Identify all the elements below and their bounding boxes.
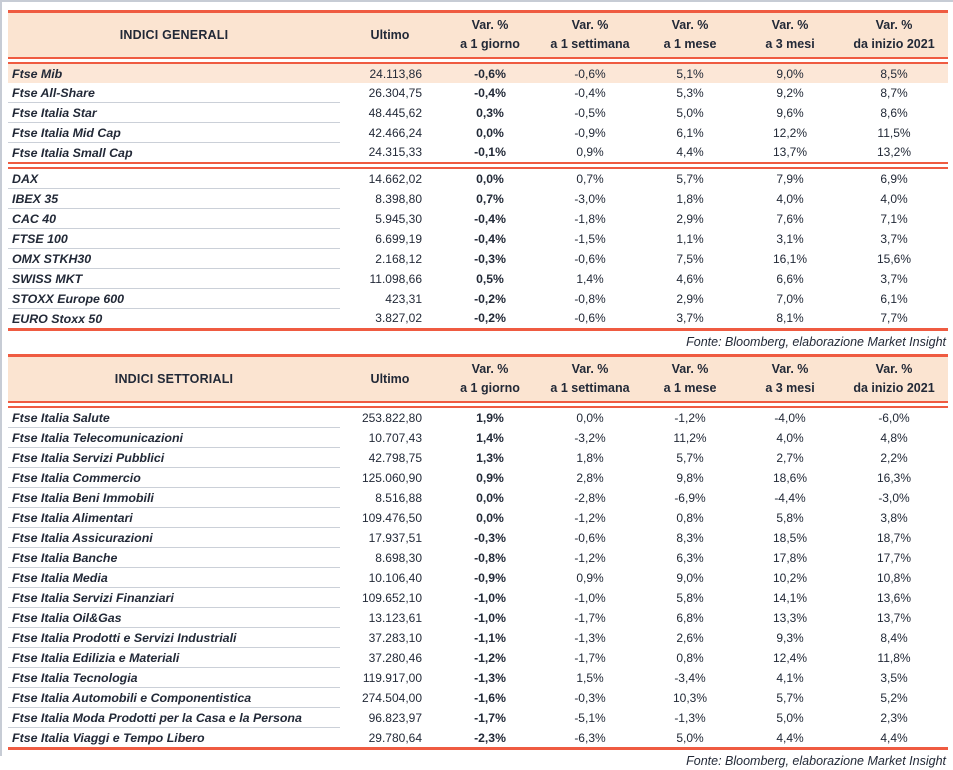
col-header-var-1settimana [540, 12, 640, 59]
table-row [8, 528, 948, 548]
pct-value: 3,7% [676, 311, 704, 326]
pct-value: 1,5% [576, 670, 604, 685]
pct-value: -0,8% [574, 291, 606, 306]
pct-value: 0,5% [476, 271, 504, 286]
pct-value: -1,1% [474, 630, 506, 645]
table-row [8, 63, 948, 83]
index-name: Ftse Italia Small Cap [12, 145, 133, 160]
table-row [8, 407, 948, 428]
pct-value: 1,8% [576, 450, 604, 465]
pct-value: -1,5% [574, 231, 606, 246]
index-name: Ftse Italia Salute [8, 407, 340, 428]
table-row [8, 269, 948, 289]
pct-value: 17,8% [772, 550, 808, 565]
pct-value: 0,0% [476, 125, 504, 140]
pct-value: -1,2% [674, 411, 706, 425]
ultimo-value: 109.476,50 [361, 510, 422, 525]
pct-value: 4,0% [880, 191, 908, 206]
ultimo-value: 3.827,02 [375, 311, 422, 326]
pct-value: 1,4% [576, 271, 604, 286]
table-row [8, 728, 948, 749]
pct-value: 0,9% [576, 145, 604, 160]
index-name: Ftse Italia Mid Cap [8, 123, 340, 143]
ultimo-value: 8.398,80 [375, 191, 422, 206]
col-header-var-3mesi [740, 356, 840, 403]
table-row [8, 668, 948, 688]
pct-value: -3,0% [574, 191, 606, 206]
col-header-var-1giorno [440, 356, 540, 403]
source-note: Fonte: Bloomberg, elaborazione Market Insight [686, 754, 946, 769]
pct-value: 18,7% [876, 530, 912, 545]
var-label: Var. % [771, 361, 809, 376]
pct-value: -1,7% [474, 710, 506, 725]
pct-value: 5,0% [676, 730, 704, 745]
var-label: Var. % [671, 17, 709, 32]
source-note: Fonte: Bloomberg, elaborazione Market Insight [686, 335, 946, 349]
pct-value: 11,2% [673, 430, 707, 445]
table-row [8, 189, 948, 209]
index-name: Ftse Italia Star [8, 103, 340, 123]
table-row [8, 468, 948, 488]
index-name: Ftse Mib [8, 63, 340, 83]
pct-value: 14,1% [772, 590, 808, 605]
pct-value: 2,6% [676, 630, 704, 645]
ultimo-value: 24.113,86 [340, 63, 440, 83]
table-row [8, 209, 948, 229]
col-header-var-1settimana [540, 356, 640, 403]
ultimo-value: 42.466,24 [368, 125, 422, 140]
index-name: Ftse Italia Servizi Pubblici [8, 448, 340, 468]
pct-value: 8,5% [840, 63, 948, 83]
col-header-ultimo: Ultimo [340, 356, 440, 403]
pct-value: -6,3% [574, 730, 606, 745]
pct-value: 4,6% [676, 271, 704, 286]
pct-value: 18,6% [772, 470, 808, 485]
table-row [8, 229, 948, 249]
table-row [8, 83, 948, 103]
pct-value: 0,0% [476, 510, 504, 525]
table-row [8, 508, 948, 528]
index-name: Ftse Italia Assicurazioni [8, 528, 340, 548]
index-name: Ftse Italia Moda Prodotti per la Casa e la Persona [8, 708, 340, 728]
pct-value: 8,6% [880, 105, 908, 120]
pct-value: 7,5% [676, 251, 704, 266]
pct-value: -1,2% [474, 650, 506, 665]
pct-value: 4,4% [676, 145, 704, 160]
pct-value: 9,2% [776, 85, 804, 100]
ultimo-value: 119.917,00 [362, 670, 422, 685]
ultimo-value: 96.823,97 [368, 710, 422, 725]
pct-value: -0,4% [474, 231, 506, 246]
pct-value: 17,7% [876, 550, 912, 565]
index-name: STOXX Europe 600 [8, 289, 340, 309]
pct-value: -3,4% [674, 670, 706, 685]
pct-value: 2,8% [576, 470, 604, 485]
period-label: a 1 giorno [460, 37, 520, 51]
col-header-ultimo: Ultimo [340, 12, 440, 59]
var-label: Var. % [671, 361, 709, 376]
pct-value: 0,0% [476, 171, 504, 186]
pct-value: 3,7% [880, 231, 908, 246]
pct-value: 8,7% [880, 85, 908, 100]
pct-value: 5,0% [676, 105, 704, 120]
pct-value: -0,9% [474, 570, 506, 585]
pct-value: -0,3% [474, 251, 506, 266]
pct-value: 5,0% [776, 710, 804, 725]
table-row [8, 428, 948, 448]
ultimo-value: 26.304,75 [368, 85, 422, 100]
pct-value: 13,7% [876, 610, 912, 625]
index-name: Ftse Italia Media [8, 568, 340, 588]
pct-value: -1,3% [474, 670, 506, 685]
table-row [8, 568, 948, 588]
pct-value: -0,6% [440, 63, 540, 83]
pct-value: -1,0% [574, 590, 606, 605]
pct-value: -0,2% [474, 291, 506, 306]
pct-value: -0,2% [474, 311, 506, 326]
pct-value: -2,8% [574, 490, 606, 505]
pct-value: 8,1% [776, 311, 804, 326]
pct-value: -4,4% [774, 490, 806, 505]
pct-value: 7,7% [880, 311, 908, 326]
pct-value: -4,0% [774, 411, 806, 425]
pct-value: 5,7% [776, 690, 804, 705]
pct-value: -0,1% [474, 145, 506, 160]
pct-value: 9,0% [676, 570, 704, 585]
index-name: Ftse Italia Edilizia e Materiali [8, 648, 340, 668]
index-name: Ftse Italia Automobili e Componentistica [8, 688, 340, 708]
period-label: a 1 giorno [460, 381, 520, 396]
pct-value: -2,3% [474, 730, 506, 745]
var-label: Var. % [875, 17, 913, 32]
pct-value: 5,1% [640, 63, 740, 83]
pct-value: 5,3% [676, 85, 704, 100]
pct-value: 4,4% [880, 730, 908, 745]
pct-value: 15,6% [876, 251, 912, 266]
index-name: Ftse Italia Tecnologia [8, 668, 340, 688]
index-name: Ftse Italia Beni Immobili [8, 488, 340, 508]
col-header-var-1mese [640, 356, 740, 403]
indici-settoriali-table [8, 354, 948, 750]
pct-value: 9,8% [676, 470, 704, 485]
index-name: Ftse Italia Servizi Finanziari [8, 588, 340, 608]
pct-value: 4,8% [880, 430, 908, 445]
index-name: Ftse Italia Prodotti e Servizi Industriali [8, 628, 340, 648]
pct-value: -0,5% [574, 105, 606, 120]
pct-value: 1,8% [676, 191, 704, 206]
table-header-row [8, 12, 948, 59]
table-row [8, 123, 948, 143]
ultimo-value: 17.937,51 [368, 530, 422, 545]
pct-value: 6,3% [676, 550, 704, 565]
pct-value: 18,5% [772, 530, 808, 545]
ultimo-value: 24.315,33 [368, 145, 422, 160]
pct-value: -1,0% [474, 610, 506, 625]
pct-value: 13,6% [876, 590, 912, 605]
pct-value: -1,0% [474, 590, 506, 605]
pct-value: 13,2% [876, 145, 912, 160]
pct-value: 11,8% [877, 650, 911, 665]
pct-value: 1,3% [476, 450, 504, 465]
table-row [8, 628, 948, 648]
ultimo-value: 42.798,75 [368, 450, 422, 465]
pct-value: 1,4% [476, 430, 504, 445]
pct-value: -3,0% [878, 490, 910, 505]
index-name: OMX STKH30 [8, 249, 340, 269]
pct-value: -0,4% [574, 85, 606, 100]
index-name: Ftse All-Share [8, 83, 340, 103]
pct-value: -0,4% [474, 211, 506, 226]
pct-value: 16,1% [772, 251, 808, 266]
pct-value: -1,2% [574, 510, 606, 525]
col-header-var-inizio2021 [840, 12, 948, 59]
pct-value: 0,7% [476, 191, 504, 206]
pct-value: 0,7% [576, 171, 604, 186]
ultimo-value: 48.445,62 [368, 105, 422, 120]
period-label: a 1 settimana [550, 37, 630, 51]
pct-value: 0,8% [676, 650, 704, 665]
pct-value: 7,6% [776, 211, 804, 226]
pct-value: 6,8% [676, 610, 704, 625]
table-row [8, 688, 948, 708]
pct-value: 0,3% [476, 105, 504, 120]
pct-value: 5,2% [880, 690, 908, 705]
pct-value: -0,6% [574, 251, 606, 266]
pct-value: 2,7% [776, 450, 804, 465]
pct-value: 3,8% [880, 510, 908, 525]
pct-value: -1,7% [574, 610, 606, 625]
pct-value: 5,7% [676, 450, 704, 465]
index-name: Ftse Italia Oil&Gas [8, 608, 340, 628]
pct-value: 0,0% [576, 411, 604, 425]
ultimo-value: 6.699,19 [375, 231, 422, 246]
table-header-row [8, 356, 948, 403]
pct-value: -0,3% [574, 690, 606, 705]
indici-generali-table [8, 10, 948, 331]
table-row [8, 249, 948, 269]
pct-value: 2,9% [676, 211, 704, 226]
pct-value: 5,7% [676, 171, 704, 186]
pct-value: 6,1% [880, 291, 908, 306]
pct-value: -0,6% [574, 530, 606, 545]
table-row [8, 448, 948, 468]
index-name: Ftse Italia Viaggi e Tempo Libero [12, 730, 205, 745]
pct-value: 3,7% [880, 271, 908, 286]
pct-value: 4,0% [776, 430, 804, 445]
table-row [8, 309, 948, 330]
pct-value: 0,9% [576, 570, 604, 585]
pct-value: 6,6% [776, 271, 804, 286]
period-label: a 3 mesi [765, 381, 815, 396]
period-label: da inizio 2021 [853, 381, 935, 396]
index-name: EURO Stoxx 50 [12, 311, 103, 326]
pct-value: 5,8% [676, 590, 704, 605]
pct-value: 6,1% [676, 125, 704, 140]
ultimo-value: 37.283,10 [368, 630, 422, 645]
pct-value: 8,4% [880, 630, 908, 645]
pct-value: -6,9% [674, 490, 706, 505]
pct-value: 2,2% [880, 450, 908, 465]
pct-value: -1,6% [474, 690, 506, 705]
pct-value: -1,3% [674, 710, 706, 725]
pct-value: -1,8% [574, 211, 606, 226]
pct-value: 4,0% [776, 191, 804, 206]
pct-value: -0,9% [574, 125, 606, 140]
index-name: DAX [8, 168, 340, 189]
period-label: a 1 mese [663, 37, 717, 51]
index-name: Ftse Italia Alimentari [8, 508, 340, 528]
pct-value: 1,9% [476, 411, 504, 425]
var-label: Var. % [771, 17, 809, 32]
period-label: a 1 settimana [550, 381, 630, 396]
indici-generali-section [8, 10, 948, 350]
pct-value: -1,7% [574, 650, 606, 665]
table-row [8, 103, 948, 123]
pct-value: 2,9% [676, 291, 704, 306]
ultimo-value: 14.662,02 [368, 171, 422, 186]
pct-value: 0,8% [676, 510, 704, 525]
col-header-var-inizio2021 [840, 356, 948, 403]
pct-value: 7,0% [776, 291, 804, 306]
period-label: da inizio 2021 [853, 37, 935, 51]
var-label: Var. % [571, 361, 609, 376]
ultimo-value: 8.698,30 [375, 550, 422, 565]
pct-value: 9,6% [776, 105, 804, 120]
col-header-var-1mese [640, 12, 740, 59]
table-row [8, 289, 948, 309]
indici-settoriali-section [8, 354, 948, 769]
pct-value: 7,9% [776, 171, 804, 186]
pct-value: -0,8% [474, 550, 506, 565]
pct-value: 2,3% [880, 710, 908, 725]
pct-value: 1,1% [676, 231, 704, 246]
pct-value: -0,6% [574, 311, 606, 326]
ultimo-value: 37.280,46 [368, 650, 422, 665]
ultimo-value: 109.652,10 [361, 590, 422, 605]
pct-value: 10,3% [672, 690, 708, 705]
pct-value: 10,8% [876, 570, 912, 585]
pct-value: -0,6% [540, 63, 640, 83]
var-label: Var. % [471, 17, 509, 32]
index-name: FTSE 100 [8, 229, 340, 249]
pct-value: 10,2% [772, 570, 808, 585]
pct-value: 9,0% [740, 63, 840, 83]
pct-value: -0,4% [474, 85, 506, 100]
table-row [8, 143, 948, 164]
pct-value: 7,1% [880, 211, 908, 226]
pct-value: -1,3% [574, 630, 606, 645]
pct-value: 6,9% [880, 171, 908, 186]
pct-value: -6,0% [878, 411, 910, 425]
table-title: INDICI SETTORIALI [8, 356, 340, 403]
col-header-var-1giorno [440, 12, 540, 59]
table-row [8, 648, 948, 668]
ultimo-value: 5.945,30 [375, 211, 422, 226]
pct-value: 0,0% [476, 490, 504, 505]
pct-value: 4,1% [776, 670, 804, 685]
index-name: Ftse Italia Banche [8, 548, 340, 568]
pct-value: 11,5% [877, 125, 911, 140]
index-name: IBEX 35 [8, 189, 340, 209]
pct-value: 12,2% [772, 125, 808, 140]
ultimo-value: 125.060,90 [361, 470, 422, 485]
ultimo-value: 10.106,40 [368, 570, 422, 585]
var-label: Var. % [571, 17, 609, 32]
index-name: SWISS MKT [8, 269, 340, 289]
pct-value: -0,3% [474, 530, 506, 545]
ultimo-value: 8.516,88 [375, 490, 422, 505]
ultimo-value: 253.822,80 [361, 411, 422, 425]
ultimo-value: 13.123,61 [368, 610, 422, 625]
ultimo-value: 10.707,43 [368, 430, 422, 445]
pct-value: 8,3% [676, 530, 704, 545]
ultimo-value: 11.098,66 [369, 271, 422, 286]
pct-value: 16,3% [876, 470, 912, 485]
table-row [8, 168, 948, 189]
pct-value: 3,5% [880, 670, 908, 685]
table-row [8, 488, 948, 508]
pct-value: -1,2% [574, 550, 606, 565]
table-row [8, 548, 948, 568]
pct-value: 5,8% [776, 510, 804, 525]
ultimo-value: 2.168,12 [375, 251, 422, 266]
var-label: Var. % [471, 361, 509, 376]
pct-value: 13,7% [772, 145, 808, 160]
pct-value: 13,3% [772, 610, 808, 625]
period-label: a 1 mese [663, 381, 717, 396]
pct-value: -3,2% [574, 430, 606, 445]
pct-value: 0,9% [476, 470, 504, 485]
pct-value: 9,3% [776, 630, 804, 645]
ultimo-value: 423,31 [385, 291, 422, 306]
pct-value: -5,1% [574, 710, 606, 725]
period-label: a 3 mesi [765, 37, 815, 51]
var-label: Var. % [875, 361, 913, 376]
table-row [8, 708, 948, 728]
ultimo-value: 274.504,00 [361, 690, 422, 705]
pct-value: 3,1% [776, 231, 804, 246]
col-header-var-3mesi [740, 12, 840, 59]
table-row [8, 608, 948, 628]
index-name: CAC 40 [8, 209, 340, 229]
pct-value: 4,4% [776, 730, 804, 745]
table-row [8, 588, 948, 608]
index-name: Ftse Italia Commercio [8, 468, 340, 488]
ultimo-value: 29.780,64 [368, 730, 422, 745]
table-title: INDICI GENERALI [8, 12, 340, 59]
pct-value: 12,4% [772, 650, 808, 665]
index-name: Ftse Italia Telecomunicazioni [8, 428, 340, 448]
